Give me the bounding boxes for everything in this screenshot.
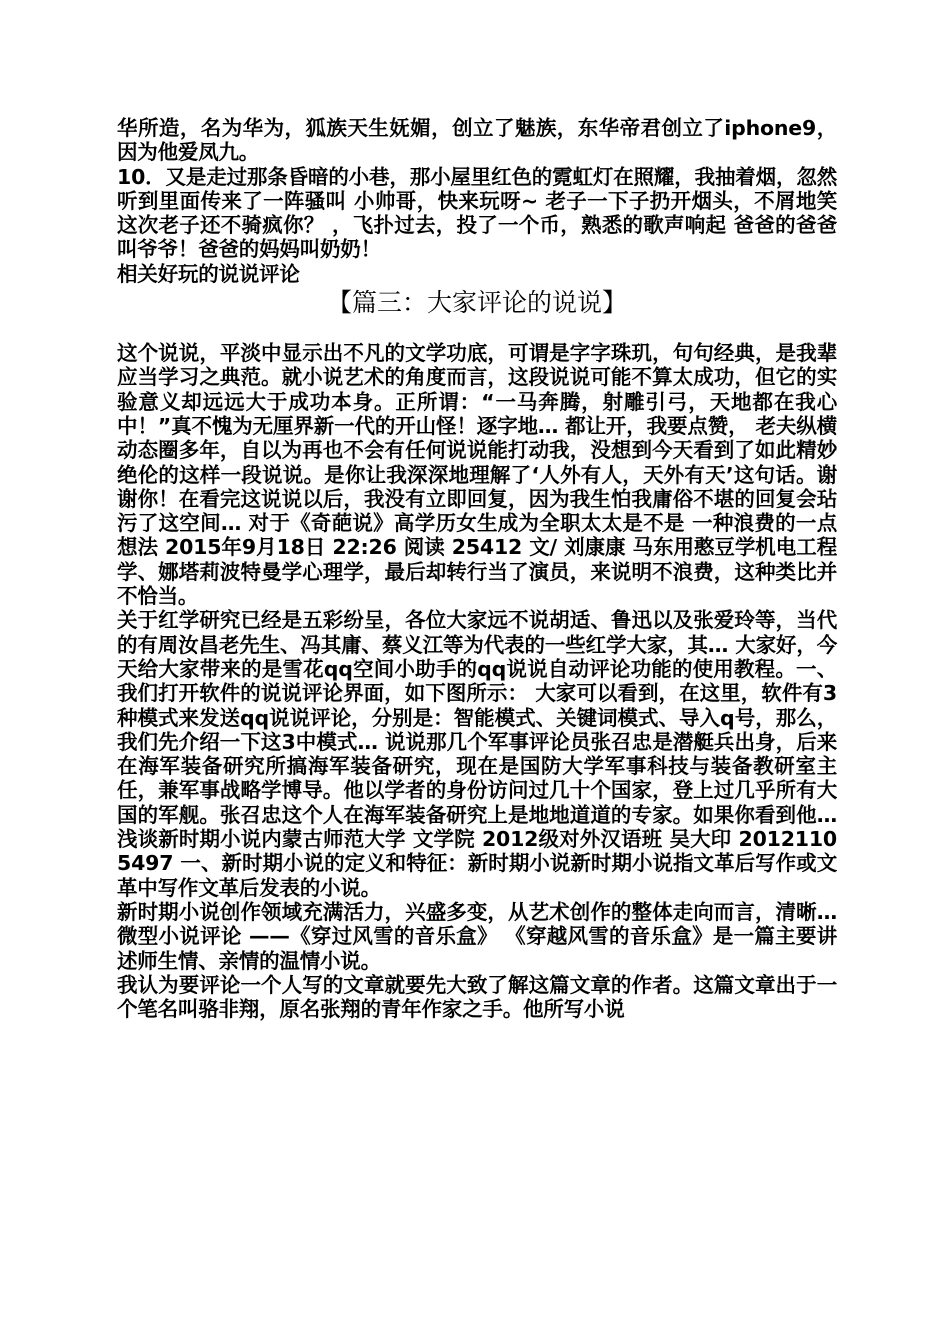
paragraph-related-title: 相关好玩的说说评论 bbox=[117, 261, 300, 286]
paragraph-comment-1: 这个说说，平淡中显示出不凡的文学功底，可谓是字字珠玑，句句经典，是我辈应当学习之典范。就小说艺术的角度而言，这段说说可能不算太成功，但它的实验意义却远远大于成功本身。正所谓：“一马奔腾，射雕引弓，天地都在我心中！”真不愧为无厘界新一代的开山怪！逐字地… 都让开，我要点赞， 老夫纵横动态圈多年，自以为再也不会有任何说说能打动我，没想到今天看到了如此精妙绝伦的这样一段说说。是你让我深深地理解了‘人外有人，天外有天’这句话。谢谢你！在看完这说说以后，我没有立即回复，因为我生怕我庸俗不堪的回复会玷污了这空间… 对于《奇葩说》高学历女生成为全职太太是不是 一种浪费的一点想法 2015年9月18日 22:26 阅读 25412 文/ 刘康康 马东用憨豆学机电工程学、娜塔莉波特曼学心理学，最后却转行当了演员，来说明不浪费，这种类比并不恰当。 bbox=[117, 341, 837, 609]
paragraph-comment-3: 新时期小说创作领域充满活力，兴盛多变，从艺术创作的整体走向而言，清晰… 微型小说评论 ——《穿过风雪的音乐盒》 《穿越风雪的音乐盒》是一篇主要讲述师生情、亲情的温情小说。 bbox=[117, 899, 837, 973]
document-page bbox=[117, 116, 837, 1021]
paragraph-comment-4: 我认为要评论一个人写的文章就要先大致了解这篇文章的作者。这篇文章出于一个笔名叫骆非翔，原名张翔的青年作家之手。他所写小说 bbox=[117, 972, 837, 1022]
paragraph-joke-10: 10．又是走过那条昏暗的小巷，那小屋里红色的霓虹灯在照耀，我抽着烟，忽然听到里面传来了一阵骚叫 小帅哥，快来玩呀~ 老子一下子扔开烟头，不屑地笑 这次老子还不骑疯你？ ，飞扑过去，投了一个币，熟悉的歌声响起 爸爸的爸爸叫爷爷！爸爸的妈妈叫奶奶！ bbox=[117, 164, 837, 262]
section-heading: 【篇三：大家评论的说说】 bbox=[326, 288, 627, 318]
paragraph-huawei: 华所造，名为华为，狐族天生妩媚，创立了魅族，东华帝君创立了iphone9，因为他爱凤九。 bbox=[117, 116, 837, 165]
paragraph-comment-2: 关于红学研究已经是五彩纷呈，各位大家远不说胡适、鲁迅以及张爱玲等，当代的有周汝昌老先生、冯其庸、蔡义江等为代表的一些红学大家，其… 大家好，今天给大家带来的是雪花qq空间小助手的qq说说自动评论功能的使用教程。一、我们打开软件的说说评论界面，如下图所示： 大家可以看到，在这里，软件有3种模式来发送qq说说评论，分别是：智能模式、关键词模式、导入q号，那么，我们先介绍一下这3中模式… 说说那几个军事评论员张召忠是潜艇兵出身，后来在海军装备研究所搞海军装备研究，现在是国防大学军事科技与装备教研室主任，兼军事战略学博导。他以学者的身份访问过几十个国家，登上过几乎所有大国的军舰。张召忠这个人在海军装备研究上是地地道道的专家。如果你看到他… 浅谈新时期小说内蒙古师范大学 文学院 2012级对外汉语班 吴大印 20121105497 一、新时期小说的定义和特征：新时期小说新时期小说指文革后写作或文革中写作文革后发表的小说。 bbox=[117, 608, 837, 900]
